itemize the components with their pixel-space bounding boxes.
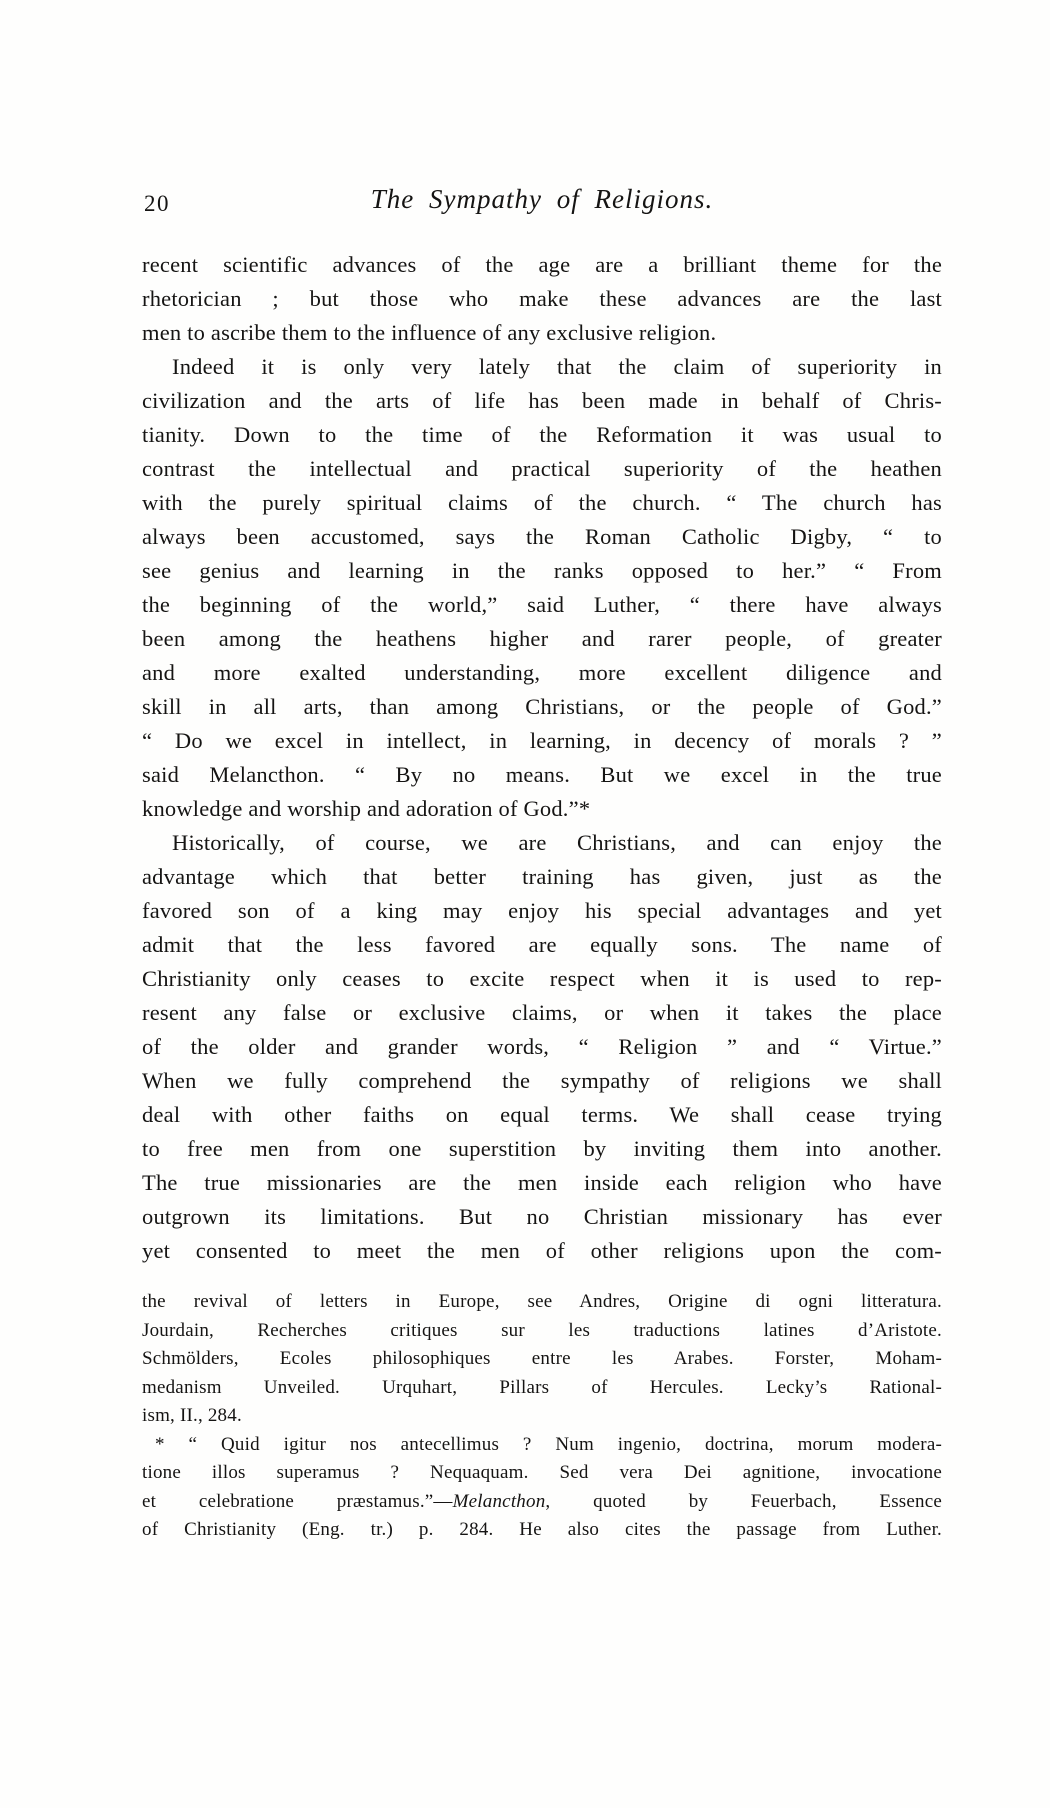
page-header xyxy=(142,184,942,220)
text-line: said Melancthon. “ By no means. But we excel in the true xyxy=(142,762,942,787)
text-line: of Christianity (Eng. tr.) p. 284. He also cites the passage from Luther. xyxy=(142,1519,942,1540)
text-line: advantage which that better training has given, just as the xyxy=(142,864,942,889)
text-line: see genius and learning in the ranks opposed to her.” “ From xyxy=(142,558,942,583)
text-block xyxy=(142,184,942,1545)
page-number: 20 xyxy=(144,191,170,216)
text-line: ism, II., 284. xyxy=(142,1405,242,1426)
text-line: admit that the less favored are equally sons. The name of xyxy=(142,932,942,957)
text-line: the beginning of the world,” said Luther, “ there have always xyxy=(142,592,942,617)
text-line: contrast the intellectual and practical superiority of the heathen xyxy=(142,456,942,481)
text-line: tianity. Down to the time of the Reformation it was usual to xyxy=(142,422,942,447)
text-line: Jourdain, Recherches critiques sur les traductions latines d’Aristote. xyxy=(142,1319,942,1341)
text-line: to free men from one superstition by inviting them into another. xyxy=(142,1136,942,1161)
text-line: When we fully comprehend the sympathy of religions we shall xyxy=(142,1068,942,1093)
text-line: et celebratione præstamus.”—Melancthon, quoted by Feuerbach, Essence xyxy=(142,1490,942,1512)
text-line: civilization and the arts of life has been made in behalf of Chris- xyxy=(142,388,942,413)
text-line: skill in all arts, than among Christians, or the people of God.” xyxy=(142,694,942,719)
text-line: deal with other faiths on equal terms. We shall cease trying xyxy=(142,1102,942,1127)
text-line: and more exalted understanding, more excellent diligence and xyxy=(142,660,942,685)
text-line: always been accustomed, says the Roman Catholic Digby, “ to xyxy=(142,524,942,549)
text-line: favored son of a king may enjoy his special advantages and yet xyxy=(142,898,942,923)
text-line: yet consented to meet the men of other religions upon the com- xyxy=(142,1238,942,1263)
text-line: Indeed it is only very lately that the claim of superiority in xyxy=(172,354,942,379)
text-line: * “ Quid igitur nos antecellimus ? Num ingenio, doctrina, morum modera- xyxy=(155,1433,942,1455)
text-line: been among the heathens higher and rarer people, of greater xyxy=(142,626,942,651)
text-line: recent scientific advances of the age are a brilliant theme for the xyxy=(142,252,942,277)
text-line: men to ascribe them to the influence of any exclusive religion. xyxy=(142,320,717,345)
running-title: The Sympathy of Religions. xyxy=(370,184,714,214)
text-line: with the purely spiritual claims of the church. “ The church has xyxy=(142,490,942,515)
text-line: of the older and grander words, “ Religion ” and “ Virtue.” xyxy=(142,1034,942,1059)
text-line: Christianity only ceases to excite respect when it is used to rep- xyxy=(142,966,942,991)
text-line: medanism Unveiled. Urquhart, Pillars of Hercules. Lecky’s Rational- xyxy=(142,1376,942,1398)
text-line: rhetorician ; but those who make these advances are the last xyxy=(142,286,942,311)
text-line: Schmölders, Ecoles philosophiques entre les Arabes. Forster, Moham- xyxy=(142,1348,942,1369)
text-line: “ Do we excel in intellect, in learning, in decency of morals ? ” xyxy=(142,728,942,753)
footnotes xyxy=(142,1288,942,1545)
body-text xyxy=(142,248,942,1268)
text-line: tione illos superamus ? Nequaquam. Sed vera Dei agnitione, invocatione xyxy=(142,1462,942,1483)
text-line: The true missionaries are the men inside each religion who have xyxy=(142,1170,942,1195)
text-line: the revival of letters in Europe, see Andres, Origine di ogni litteratura. xyxy=(142,1291,942,1312)
text-line: Historically, of course, we are Christians, and can enjoy the xyxy=(172,830,942,855)
text-line: resent any false or exclusive claims, or when it takes the place xyxy=(142,1000,942,1025)
text-line: knowledge and worship and adoration of God.”* xyxy=(142,796,591,821)
text-line: outgrown its limitations. But no Christian missionary has ever xyxy=(142,1204,942,1229)
